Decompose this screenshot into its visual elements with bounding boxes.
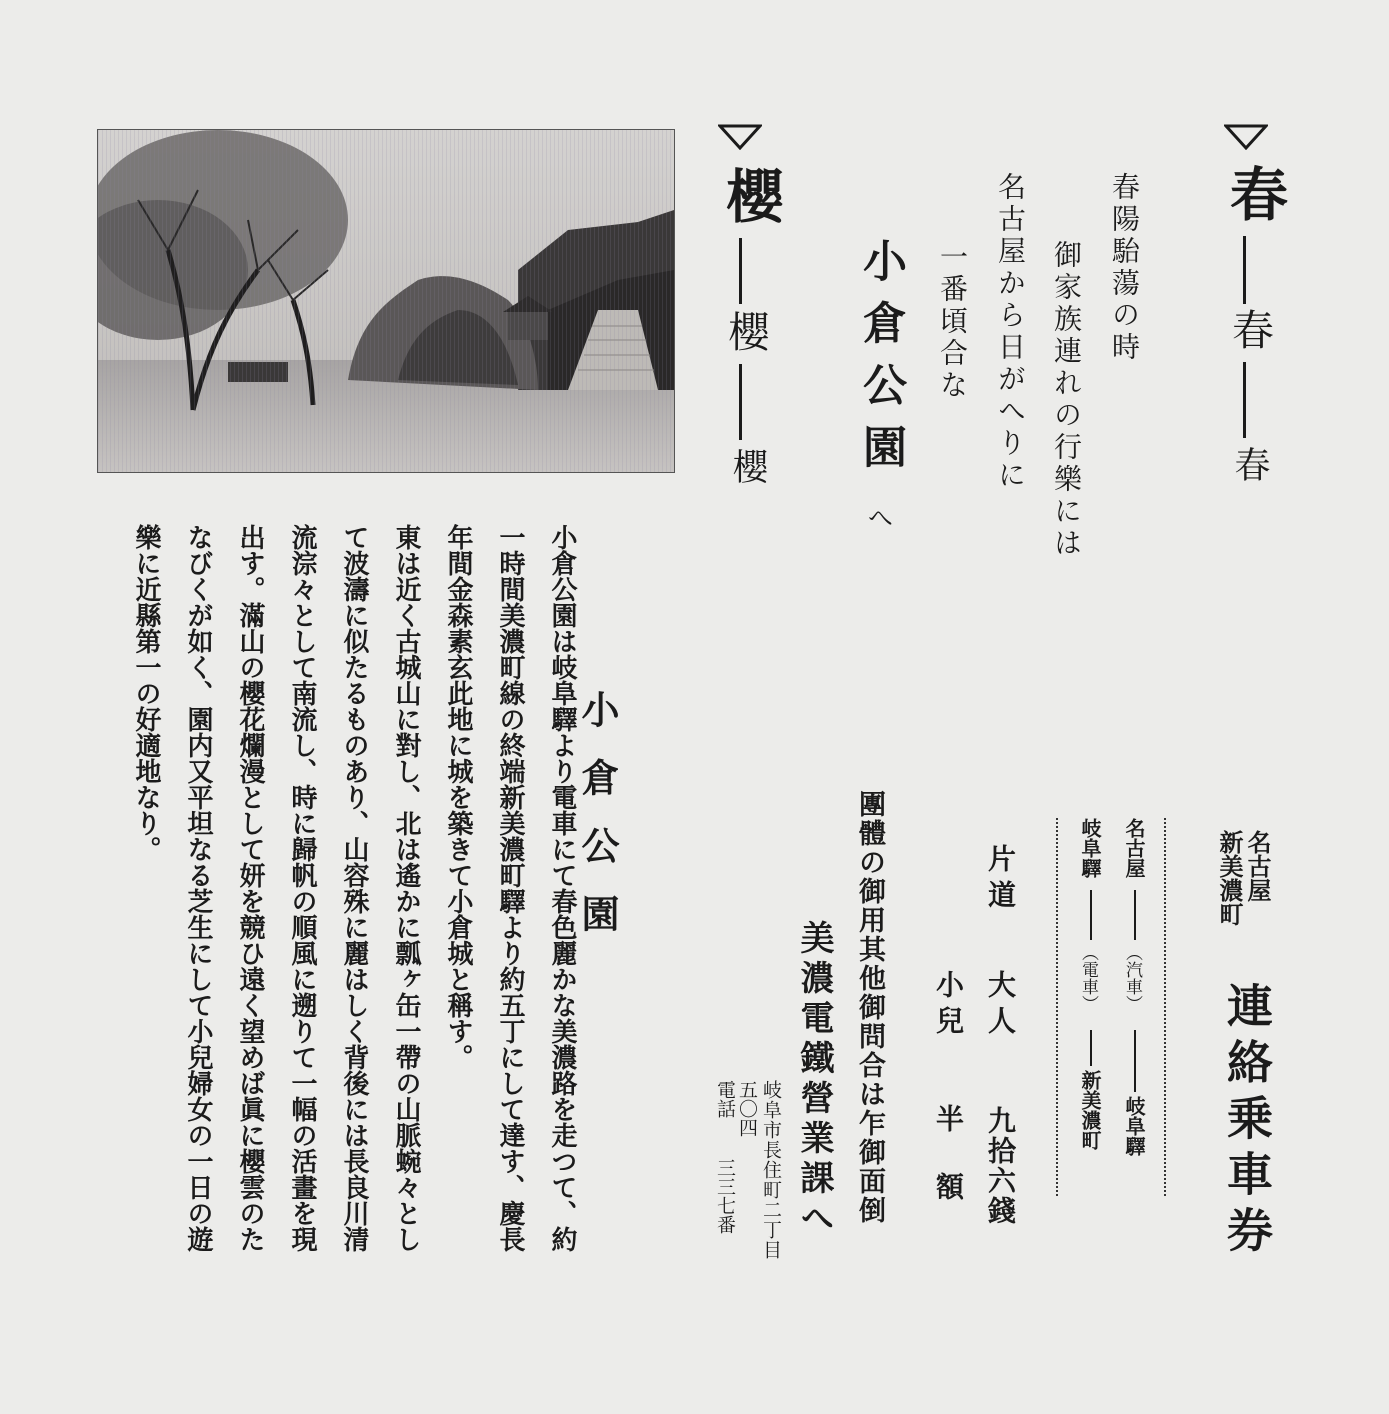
cherry-repeat-1: 櫻 [722,310,771,352]
wavy-divider [764,734,1210,740]
park-photo [97,129,675,473]
article-line: て波濤に似たるものあり、山容殊に麗はしく背後には長良川清 [339,524,369,1252]
spring-dash-1 [1243,236,1246,304]
leg2-mode: （電車） [1078,944,1098,1012]
adult-price: 九拾六錢 [984,1106,1017,1226]
ticket-route-bottom: 新美濃町 [1215,830,1244,926]
contact-phone-label: 電話 [714,1080,736,1118]
triangle-icon-cherry [718,124,762,150]
article-line: 小倉公園は岐阜驛より電車にて春色麗かな美濃路を走つて、約 [547,524,577,1252]
cherry-dash-2 [739,364,742,440]
ticket-dotted-rule-right [1164,818,1166,1196]
spring-repeat-2: 春 [1229,446,1270,482]
article-line: 流淙々として南流し、時に歸帆の順風に遡りて一幅の活畫を現 [287,524,317,1252]
child-label: 小兒 [932,970,965,1042]
leg1-to: 岐阜驛 [1122,1096,1146,1156]
article-line: 東は近く古城山に對し、北は遙かに瓢ヶ缶一帶の山脈蜿々とし [391,524,421,1252]
spring-repeat-1: 春 [1226,308,1275,350]
contact-address: 岐阜市長住町二丁目 [760,1080,782,1260]
article-body [120,524,588,1344]
leg1-line-b [1134,1030,1136,1092]
leg2-to: 新美濃町 [1078,1070,1102,1150]
triangle-icon-spring [1224,124,1268,150]
intro-line-2: 御家族連れの行樂には [1050,240,1083,560]
ticket-route-top: 名古屋 [1243,830,1272,902]
leg2-line-a [1090,890,1092,940]
article-line: 年間金森素玄此地に城を築きて小倉城と稱す。 [443,524,473,1070]
article-line: なびくが如く、園内又平坦なる芝生にして小兒婦女の一日の遊 [183,524,213,1252]
fare-label: 片道 [984,844,1017,916]
contact-phone-num2: 三三七番 [714,1158,736,1234]
intro-park-name: 小倉公園 [855,238,906,486]
adult-label: 大人 [984,970,1017,1042]
leg1-mode: （汽車） [1122,944,1142,1012]
article-line: 一時間美濃町線の終端新美濃町驛より約五丁にして達す、慶長 [495,524,525,1252]
spring-dash-2 [1243,362,1246,438]
ticket-dotted-rule-left [1056,818,1058,1196]
contact-line-2: 美濃電鐵營業課へ [794,920,834,1240]
spring-head: 春 [1220,164,1288,222]
contact-line-1: 團體の御用其他御問合は乍御面倒 [854,790,885,1225]
intro-line-1: 春陽駘蕩の時 [1108,172,1141,364]
intro-line-4: 一番頃合な [936,242,969,402]
article-line: 出す。滿山の櫻花爛漫として妍を競ひ遠く望めば眞に櫻雲のた [235,524,265,1252]
ticket-title: 連絡乗車券 [1220,982,1274,1262]
contact-phone-num1: 五〇四 [736,1080,758,1137]
article-title: 小倉公園 [575,690,620,962]
child-price: 半額 [932,1104,965,1240]
leg1-from: 名古屋 [1122,818,1146,878]
leg2-line-b [1090,1030,1092,1066]
intro-suffix: へ [863,504,893,530]
photo-icon [98,130,674,472]
cherry-dash-1 [739,238,742,304]
intro-line-3: 名古屋から日がへりに [994,172,1027,492]
leg1-line-a [1134,890,1136,940]
cherry-repeat-2: 櫻 [727,448,768,484]
article-line: 樂に近縣第一の好適地なり。 [131,524,161,862]
leg2-from: 岐阜驛 [1078,818,1102,878]
cherry-head: 櫻 [716,166,784,224]
